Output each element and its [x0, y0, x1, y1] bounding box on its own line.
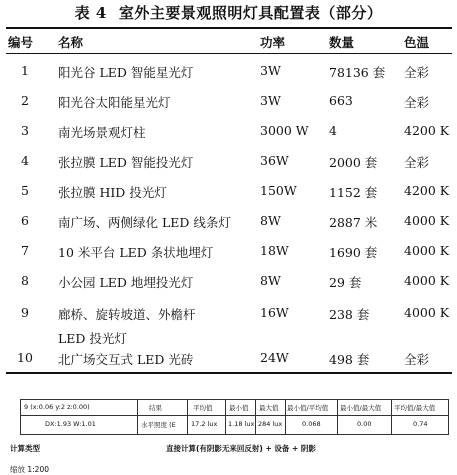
row-name: 张拉膜 HID 投光灯: [58, 185, 167, 200]
row-qty: 663: [329, 93, 353, 108]
mini-vline: [391, 400, 392, 434]
mini-vline: [255, 400, 256, 434]
mini-header: 最小值/最大值: [340, 404, 382, 412]
calc-type-value: 直接计算(有阴影无来回反射) + 设备 + 阴影: [166, 444, 316, 453]
mini-value: 0.00: [357, 420, 372, 428]
row-color: 全彩: [404, 95, 430, 110]
row-name-line2: LED 投光灯: [58, 331, 127, 346]
mini-header: 结果: [149, 404, 162, 412]
top-rule: [6, 27, 452, 29]
row-color: 4200 K: [404, 183, 450, 198]
row-name: 南光场景观灯柱: [58, 125, 146, 140]
calc-type-label: 计算类型: [10, 444, 40, 453]
row-no: 1: [21, 63, 29, 78]
row-color: 4000 K: [404, 213, 450, 228]
mini-header: 9 (x:0.06 y:2 z:0.00): [24, 403, 90, 411]
row-name: 10 米平台 LED 条状地埋灯: [58, 245, 214, 260]
header-color: 色温: [404, 35, 430, 50]
header-name: 名称: [58, 35, 84, 50]
row-qty: 78136 套: [329, 65, 386, 80]
illuminance-table: [20, 399, 449, 435]
row-name: 北广场交互式 LED 光砖: [58, 352, 194, 367]
row-name: [58, 305, 196, 347]
row-color: 全彩: [404, 155, 430, 170]
row-power: 150W: [260, 183, 297, 198]
mini-header: 最小值/平均值: [287, 404, 329, 412]
table-caption: 室外主要景观照明灯具配置表（部分）: [118, 4, 383, 22]
mini-value: 水平照度 (E: [141, 421, 176, 429]
row-qty: 2887 米: [329, 215, 378, 230]
mini-value: 0.74: [413, 420, 428, 428]
row-power: 3W: [260, 93, 281, 108]
row-name-line1: 廊桥、旋转坡道、外檐杆: [58, 307, 196, 322]
mini-vline: [187, 400, 188, 434]
row-power: 3000 W: [260, 123, 309, 138]
header-rule: [6, 53, 452, 54]
row-no: 6: [21, 213, 29, 228]
table-title: [0, 2, 457, 23]
mini-vline: [225, 400, 226, 434]
header-power: 功率: [260, 35, 286, 50]
row-qty: 238 套: [329, 307, 370, 322]
row-no: 4: [21, 153, 29, 168]
mini-value: 284 lux: [258, 420, 283, 428]
row-no: 5: [21, 183, 29, 198]
mini-value: 1.18 lux: [228, 420, 255, 428]
mini-value: 0.068: [302, 420, 321, 428]
row-qty: 29 套: [329, 275, 362, 290]
row-name: 南广场、两侧绿化 LED 线条灯: [58, 215, 231, 230]
calc-excerpt: [6, 395, 452, 475]
row-color: 4000 K: [404, 273, 450, 288]
row-qty: 498 套: [329, 352, 370, 367]
header-no: 编号: [8, 35, 34, 50]
row-no: 7: [21, 243, 29, 258]
row-color: 4000 K: [404, 243, 450, 258]
mini-header: 最小值: [229, 404, 249, 412]
scale-label: 缩放 1:200: [10, 465, 49, 474]
mini-header: 最大值: [259, 404, 279, 412]
row-name: 阳光谷 LED 智能星光灯: [58, 65, 194, 80]
mini-value: DX:1.93 W:1.01: [45, 420, 96, 428]
row-qty: 1152 套: [329, 185, 378, 200]
row-power: 18W: [260, 243, 289, 258]
row-color: 4000 K: [404, 305, 450, 320]
row-qty: 4: [329, 123, 337, 138]
row-name: 阳光谷太阳能星光灯: [58, 95, 171, 110]
mini-header: 平均值: [193, 404, 213, 412]
mini-header: 平均值/最大值: [394, 404, 436, 412]
row-power: 24W: [260, 350, 289, 365]
row-qty: 1690 套: [329, 245, 378, 260]
row-power: 8W: [260, 213, 281, 228]
mini-vline: [337, 400, 338, 434]
table-number: 表 4: [74, 4, 107, 22]
mini-vline: [137, 400, 138, 434]
row-qty: 2000 套: [329, 155, 378, 170]
row-color: 全彩: [404, 352, 430, 367]
mini-vline: [285, 400, 286, 434]
row-power: 3W: [260, 63, 281, 78]
row-power: 8W: [260, 273, 281, 288]
row-name: 张拉膜 LED 智能投光灯: [58, 155, 194, 170]
row-color: 4200 K: [404, 123, 450, 138]
row-name: 小公园 LED 地埋投光灯: [58, 275, 194, 290]
row-no: 2: [21, 93, 29, 108]
row-no: 8: [21, 273, 29, 288]
row-no: 10: [17, 350, 33, 365]
header-qty: 数量: [329, 35, 355, 50]
row-power: 16W: [260, 305, 289, 320]
bottom-rule: [6, 372, 452, 374]
row-no: 9: [21, 305, 29, 320]
row-power: 36W: [260, 153, 289, 168]
mini-table-divider: [21, 415, 448, 416]
row-no: 3: [21, 123, 29, 138]
mini-value: 17.2 lux: [191, 420, 218, 428]
row-color: 全彩: [404, 65, 430, 80]
